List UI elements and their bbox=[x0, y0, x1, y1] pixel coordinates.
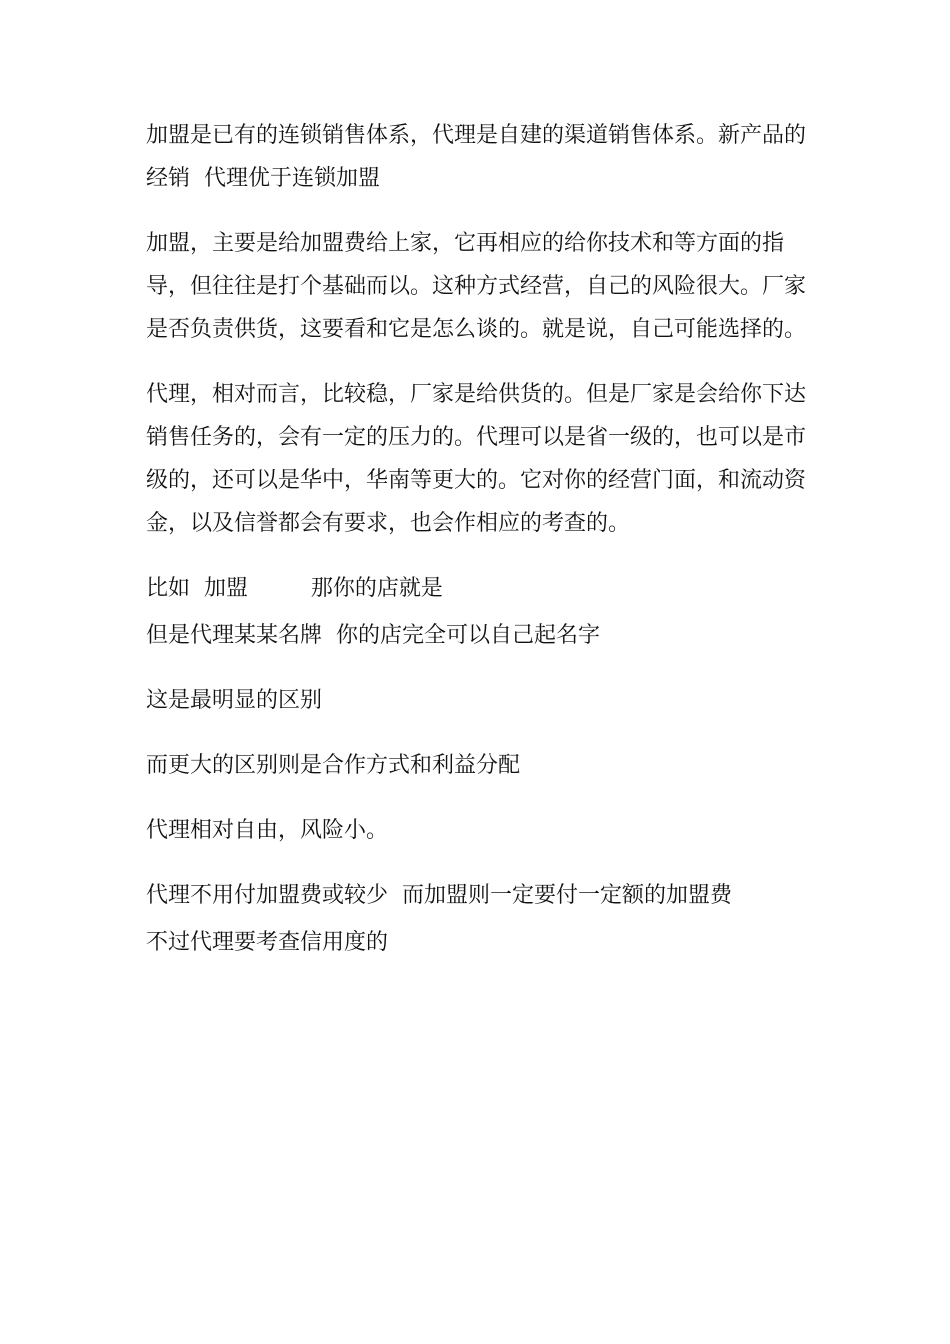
paragraph-7: 而更大的区别则是合作方式和利益分配 bbox=[146, 753, 521, 778]
paragraph-8: 代理相对自由，风险小。 bbox=[146, 818, 389, 843]
paragraph-6: 这是最明显的区别 bbox=[146, 688, 323, 713]
paragraph-2: 加盟，主要是给加盟费给上家，它再相应的给你技术和等方面的指导，但往往是打个基础而以。这种方式经营，自己的风险很大。厂家是否负责供货，这要看和它是怎么谈的。就是说，自己可能选择的。 bbox=[146, 231, 807, 342]
paragraph-5: 但是代理某某名牌 你的店完全可以自己起名字 bbox=[146, 623, 600, 648]
paragraph-3: 代理，相对而言，比较稳，厂家是给供货的。但是厂家是会给你下达销售任务的，会有一定的压力的。代理可以是省一级的，也可以是市级的，还可以是华中，华南等更大的。它对你的经营门面，和流动资金，以及信誉都会有要求，也会作相应的考查的。 bbox=[146, 382, 807, 536]
document-body bbox=[146, 114, 816, 964]
paragraph-4: 比如 加盟 那你的店就是 bbox=[146, 576, 443, 601]
paragraph-9: 代理不用付加盟费或较少 而加盟则一定要付一定额的加盟费 bbox=[146, 883, 732, 908]
paragraph-1: 加盟是已有的连锁销售体系，代理是自建的渠道销售体系。新产品的经销 代理优于连锁加盟 bbox=[146, 123, 807, 191]
paragraph-10: 不过代理要考查信用度的 bbox=[146, 930, 389, 955]
